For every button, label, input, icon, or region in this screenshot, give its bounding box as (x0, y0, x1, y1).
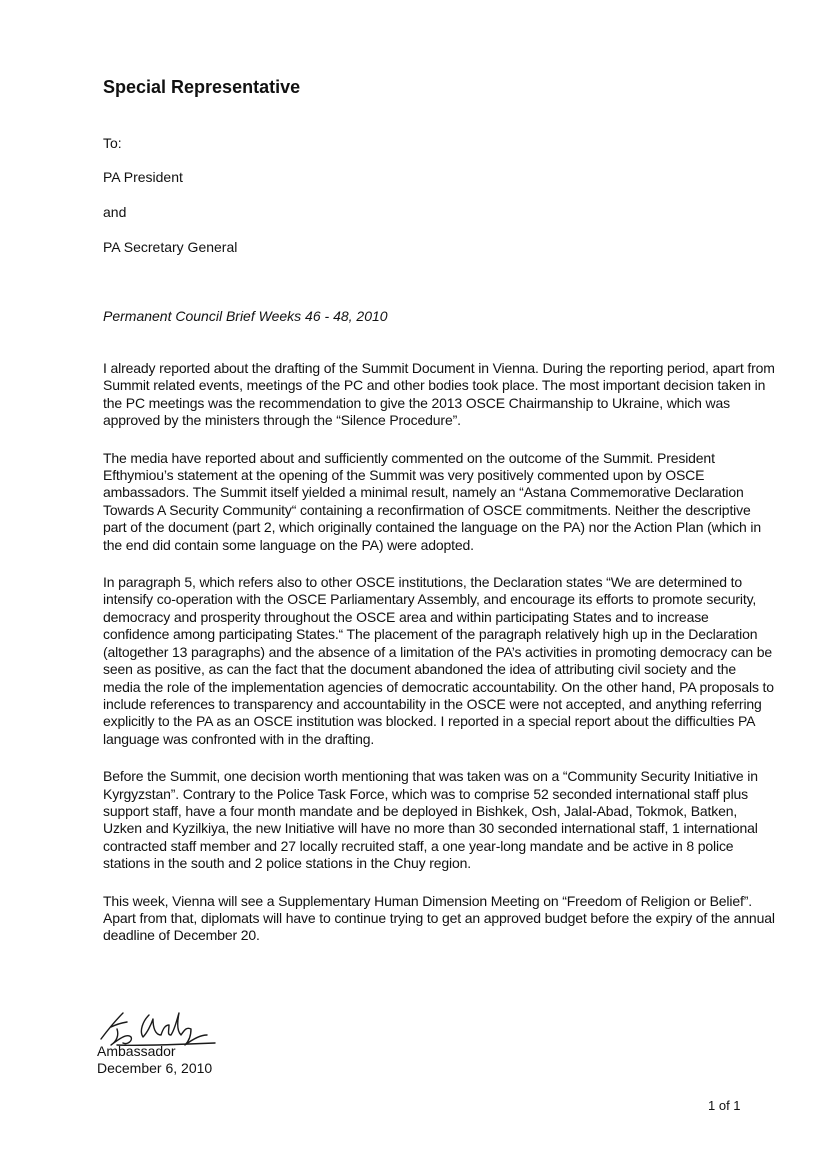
to-label: To: (103, 135, 122, 151)
paragraph-1: I already reported about the drafting of the Summit Document in Vienna. During the reporting period, apart from Summit related events, meetings of the PC and other bodies took place. The most important decision taken in the PC meetings was the recommendation to give the 2013 OSCE Chairmanship to Ukraine, which was approved by the ministers through the “Silence Procedure”. (103, 360, 775, 429)
paragraph-4: Before the Summit, one decision worth mentioning that was taken was on a “Community Security Initiative in Kyrgyzstan”. Contrary to the Police Task Force, which was to comprise 52 seconded international staff plus support staff, have a four month mandate and be deployed in Bishkek, Osh, Jalal-Abad, Tokmok, Batken, Uzken and Kyzilkiya, the new Initiative will have no more than 30 seconded international staff, 1 international contracted staff member and 27 locally recruited staff, a one year-long mandate and be active in 8 police stations in the south and 2 police stations in the Chuy region. (103, 768, 758, 872)
paragraph-3: In paragraph 5, which refers also to other OSCE institutions, the Declaration states “We are determined to intensify co-operation with the OSCE Parliamentary Assembly, and encourage its efforts to promote security, democracy and prosperity throughout the OSCE area and within participating States and to increase confidence among participating States.“ The placement of the paragraph relatively high up in the Declaration (altogether 13 paragraphs) and the absence of a limitation of the PA’s activities in promoting democracy can be seen as positive, as can the fact that the document abandoned the idea of attributing civil society and the media the role of the implementation agencies of democratic accountability. On the other hand, PA proposals to include references to transparency and accountability in the OSCE were not accepted, and anything referring explicitly to the PA as an OSCE institution was blocked. I reported in a special report about the difficulties PA language was confronted with in the drafting. (103, 574, 774, 747)
signatory-title: Ambassador (97, 1043, 176, 1059)
recipient-pa-secretary-general: PA Secretary General (103, 239, 238, 255)
paragraph-5: This week, Vienna will see a Supplementary Human Dimension Meeting on “Freedom of Religion or Belief”. Apart from that, diplomats will have to continue trying to get an approved budget before the expiry of the annual deadline of December 20. (103, 892, 775, 944)
document-heading: Special Representative (103, 77, 301, 97)
page-number: 1 of 1 (708, 1098, 741, 1113)
recipient-pa-president: PA President (103, 169, 183, 185)
paragraph-2: The media have reported about and sufficiently commented on the outcome of the Summit. President Efthymiou’s statement at the opening of the Summit was very positively commented upon by OSCE ambassadors. The Summit itself yielded a minimal result, namely an “Astana Commemorative Declaration Towards A Security Community“ containing a reconfirmation of OSCE commitments. Neither the descriptive part of the document (part 2, which originally contained the language on the PA) nor the Action Plan (which in the end did contain some language on the PA) were adopted. (103, 449, 761, 553)
recipient-conjunction: and (103, 204, 127, 220)
signature-date: December 6, 2010 (97, 1060, 213, 1076)
brief-body (103, 360, 775, 965)
brief-title: Permanent Council Brief Weeks 46 - 48, 2010 (103, 308, 388, 324)
